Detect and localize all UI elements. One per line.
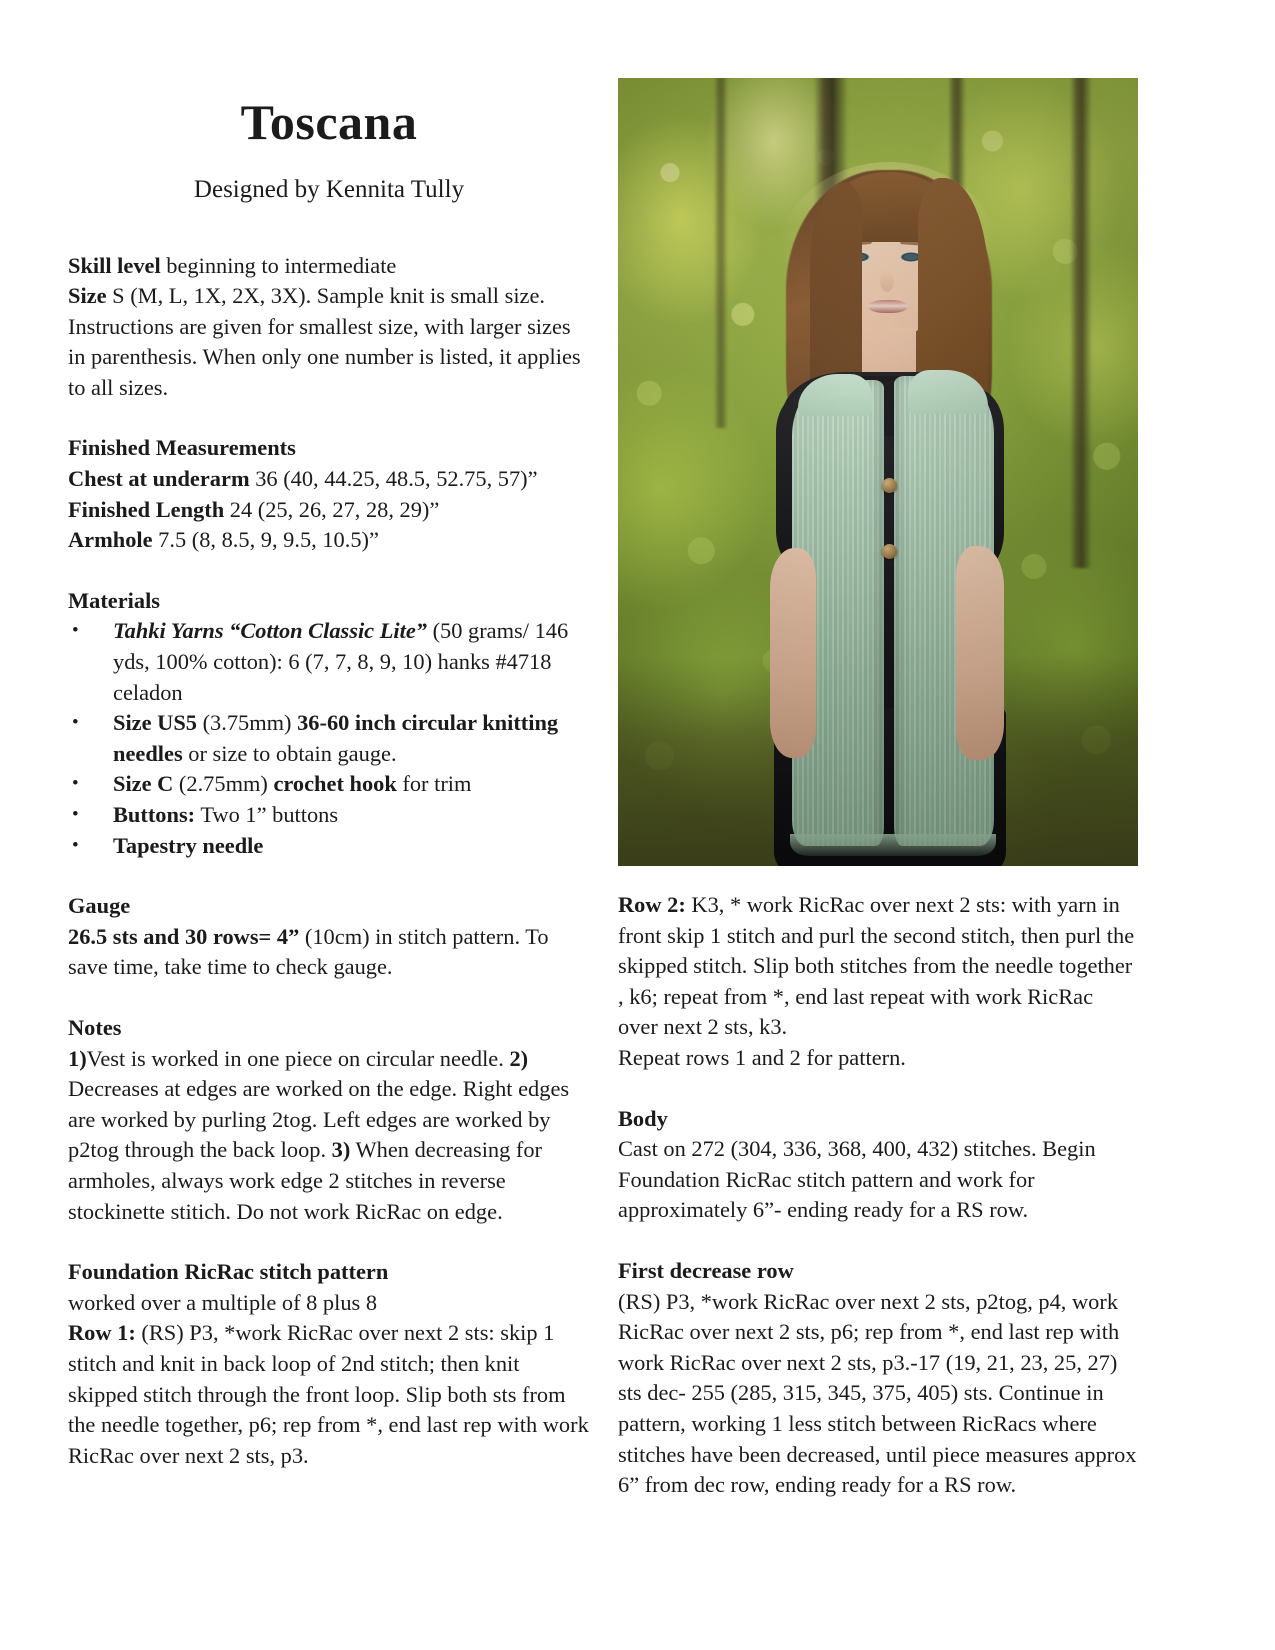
- list-item: [68, 708, 590, 769]
- yarn-details: (50 grams/ 146 yds, 100% cotton): 6 (7, 7, 8, 9, 10) hanks #4718 celadon: [113, 618, 569, 705]
- materials-heading: Materials: [68, 587, 161, 613]
- notes-heading: Notes: [68, 1014, 122, 1040]
- row2-paragraph: [618, 890, 1138, 1043]
- body-heading: Body: [618, 1105, 668, 1131]
- length-label: Finished Length: [68, 496, 225, 522]
- chest-label: Chest at underarm: [68, 466, 250, 492]
- length-measurement: [68, 495, 590, 526]
- buttons-value: Two 1” buttons: [195, 802, 339, 827]
- left-column: [68, 96, 590, 1471]
- hook-size: Size C: [113, 771, 174, 797]
- note-number-1: 1): [68, 1045, 87, 1071]
- row2-label: Row 2:: [618, 892, 686, 917]
- note-text-3: When decreasing for armholes, always work edge 2 stitches in reverse stockinette stitich. Do not work RicRac on edge.: [68, 1137, 543, 1224]
- armhole-value: 7.5 (8, 8.5, 9, 9.5, 10.5)”: [152, 527, 379, 553]
- needle-note: or size to obtain gauge.: [182, 740, 397, 766]
- gauge-heading: Gauge: [68, 893, 131, 919]
- note-number-3: 3): [331, 1137, 351, 1163]
- list-item: [68, 831, 590, 862]
- list-item: [68, 769, 590, 800]
- materials-list: [68, 616, 590, 861]
- hook-metric: (2.75mm): [173, 771, 274, 797]
- tapestry-needle-label: Tapestry needle: [113, 832, 264, 858]
- list-item: [68, 616, 590, 708]
- photo-vignette: [618, 78, 1138, 866]
- skill-level-value: beginning to intermediate: [160, 252, 397, 278]
- designer-byline: Designed by Kennita Tully: [193, 175, 465, 203]
- needle-size: Size US5: [113, 710, 197, 736]
- skill-and-size-paragraph: [68, 251, 590, 404]
- armhole-label: Armhole: [68, 527, 153, 553]
- page-title: Toscana: [240, 94, 418, 150]
- length-value: 24 (25, 26, 27, 28, 29)”: [224, 496, 440, 522]
- buttons-label: Buttons:: [113, 802, 196, 827]
- gauge-text: [68, 922, 590, 983]
- needle-metric: (3.75mm): [196, 710, 298, 736]
- skill-level-label: Skill level: [68, 252, 161, 278]
- armhole-measurement: [68, 525, 590, 556]
- gauge-note: (10cm) in stitch pattern. To save time, take time to check gauge.: [68, 923, 549, 980]
- body-text: Cast on 272 (304, 336, 368, 400, 432) stitches. Begin Foundation RicRac stitch pattern and work for approximately 6”- ending ready for a RS row.: [618, 1136, 1096, 1223]
- row1-label: Row 1:: [68, 1320, 136, 1346]
- note-text-2: Decreases at edges are worked on the edge. Right edges are worked by purling 2tog. Left edges are worked by p2tog through the back loop.: [68, 1076, 570, 1163]
- size-label: Size: [68, 283, 107, 309]
- first-decrease-row-heading: First decrease row: [618, 1257, 794, 1283]
- notes-text: [68, 1044, 590, 1228]
- foundation-multiple-line: worked over a multiple of 8 plus 8: [68, 1289, 378, 1315]
- gauge-value: 26.5 sts and 30 rows= 4”: [68, 923, 300, 949]
- first-decrease-row-text: (RS) P3, *work RicRac over next 2 sts, p2tog, p4, work RicRac over next 2 sts, p6; rep from *, end last rep with work RicRac over next 2 sts, p3.-17 (19, 21, 23, 25, 27) sts dec- 255 (285, 315, 345, 375, 405) sts. Continue in pattern, working 1 less stitch between RicRacs where stitches have been decreased, until piece measures approx 6” from dec row, ending ready for a RS row.: [618, 1288, 1137, 1498]
- hook-type: crochet hook: [273, 771, 397, 797]
- yarn-name: Tahki Yarns “Cotton Classic Lite”: [113, 618, 427, 644]
- model-photo: [618, 78, 1138, 866]
- chest-measurement: [68, 464, 590, 495]
- needle-type: 36-60 inch circular knitting needles: [113, 710, 559, 766]
- note-text-1: Vest is worked in one piece on circular needle.: [86, 1045, 510, 1071]
- row1-paragraph: [68, 1318, 590, 1471]
- list-item: [68, 800, 590, 831]
- finished-measurements-heading: Finished Measurements: [68, 435, 296, 461]
- foundation-pattern-heading: Foundation RicRac stitch pattern: [68, 1259, 389, 1285]
- size-value: S (M, L, 1X, 2X, 3X). Sample knit is small size. Instructions are given for smallest size, with larger sizes in parenthesis. When only one number is listed, it applies to all sizes.: [68, 283, 581, 400]
- hook-note: for trim: [396, 771, 472, 797]
- row1-text: (RS) P3, *work RicRac over next 2 sts: skip 1 stitch and knit in back loop of 2nd stitch; then knit skipped stitch through the front loop. Slip both sts from the needle together, p6; rep from *, end last rep with work RicRac over next 2 sts, p3.: [68, 1320, 589, 1468]
- chest-value: 36 (40, 44.25, 48.5, 52.75, 57)”: [249, 466, 538, 492]
- note-number-2: 2): [509, 1045, 529, 1071]
- repeat-rows-line: Repeat rows 1 and 2 for pattern.: [618, 1044, 906, 1070]
- right-column: [618, 890, 1138, 1501]
- row2-text: K3, * work RicRac over next 2 sts: with yarn in front skip 1 stitch and purl the second stitch, then purl the skipped stitch. Slip both stitches from the needle together , k6; repeat from *, end last repeat with work RicRac over next 2 sts, k3.: [618, 892, 1135, 1040]
